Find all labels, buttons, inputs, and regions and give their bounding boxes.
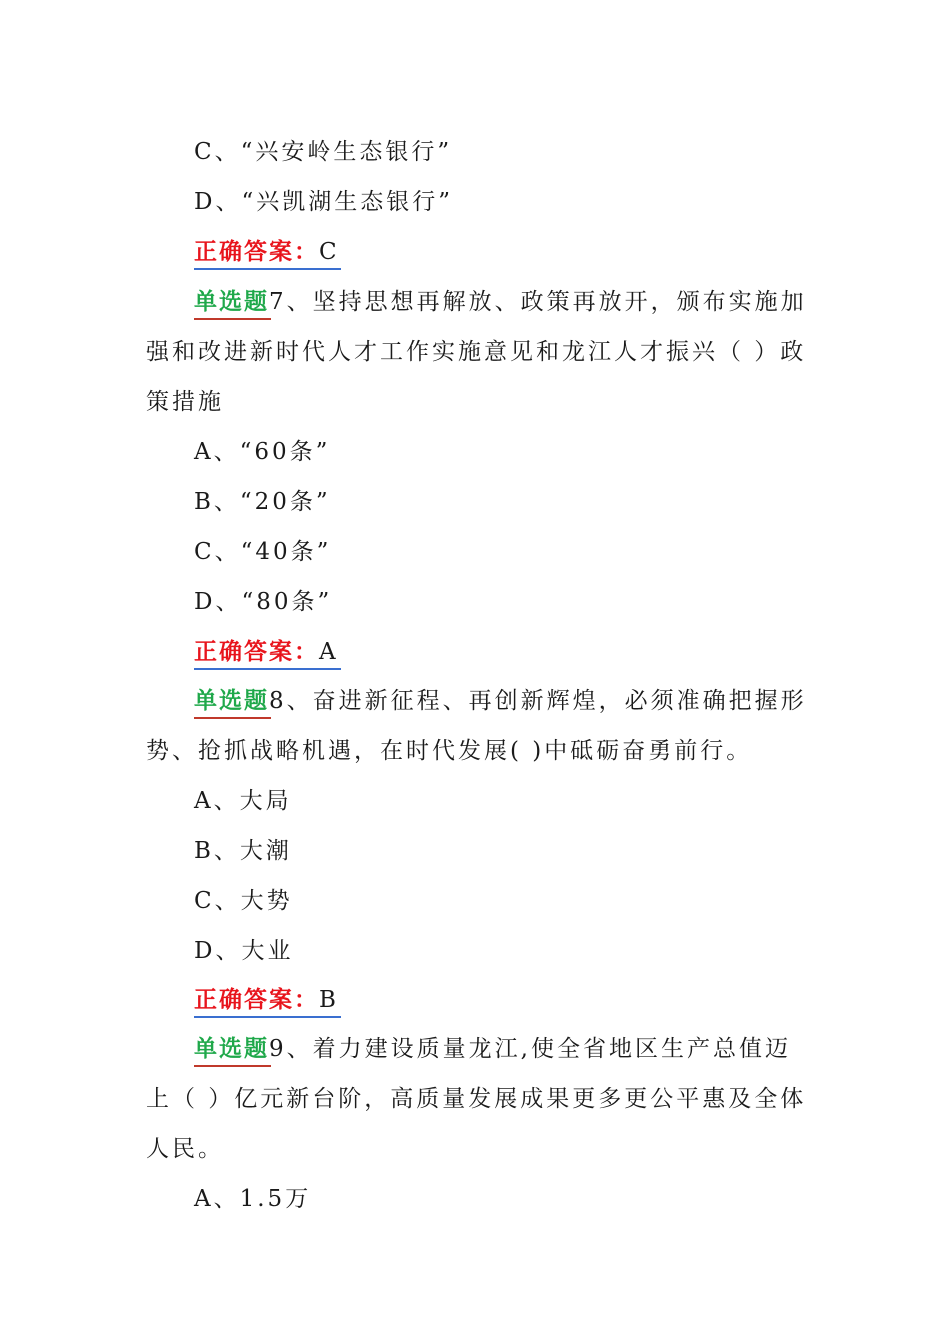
- q8-text-1: 8、奋进新征程、再创新辉煌，必须准确把握形: [269, 688, 807, 714]
- q8-answer-line: [194, 985, 339, 1015]
- q8-option-b: B、大潮: [194, 838, 292, 864]
- q8-option-a: A、大局: [194, 788, 292, 814]
- q6-option-c: C、“兴安岭生态银行”: [194, 139, 453, 165]
- q7-option-b: B、“20条”: [194, 489, 331, 515]
- q7-option-d: D、“80条”: [194, 589, 333, 615]
- answer-value: A: [319, 639, 339, 665]
- q7-text-1: 7、坚持思想再解放、政策再放开，颁布实施加: [269, 289, 807, 315]
- question-type-label: 单选题: [194, 288, 269, 315]
- q7-line-2: 强和改进新时代人才工作实施意见和龙江人才振兴（ ）政: [146, 339, 807, 365]
- q7-option-c: C、“40条”: [194, 539, 332, 565]
- question-type-label: 单选题: [194, 1035, 269, 1062]
- answer-label: 正确答案：: [194, 986, 319, 1013]
- q9-text-1: 9、着力建设质量龙江,使全省地区生产总值迈: [269, 1036, 791, 1062]
- q8-option-d: D、大业: [194, 938, 294, 964]
- answer-value: C: [319, 239, 340, 265]
- q7-answer-line: [194, 637, 339, 667]
- answer-label: 正确答案：: [194, 638, 319, 665]
- q9-line-2: 上（ ）亿元新台阶，高质量发展成果更多更公平惠及全体: [146, 1086, 807, 1112]
- q8-line-2: 势、抢抓战略机遇，在时代发展( )中砥砺奋勇前行。: [146, 738, 753, 764]
- answer-label: 正确答案：: [194, 238, 319, 265]
- q7-option-a: A、“60条”: [194, 439, 331, 465]
- q9-line-3: 人民。: [146, 1136, 224, 1162]
- q8-line-1: [194, 686, 807, 716]
- q6-answer-line: [194, 237, 340, 267]
- answer-value: B: [319, 987, 339, 1013]
- q9-option-a: A、1.5万: [194, 1186, 312, 1212]
- q7-line-3: 策措施: [146, 389, 224, 415]
- q9-line-1: [194, 1034, 791, 1064]
- question-type-label: 单选题: [194, 687, 269, 714]
- q7-line-1: [194, 287, 807, 317]
- q6-option-d: D、“兴凯湖生态银行”: [194, 189, 453, 215]
- q8-option-c: C、大势: [194, 888, 293, 914]
